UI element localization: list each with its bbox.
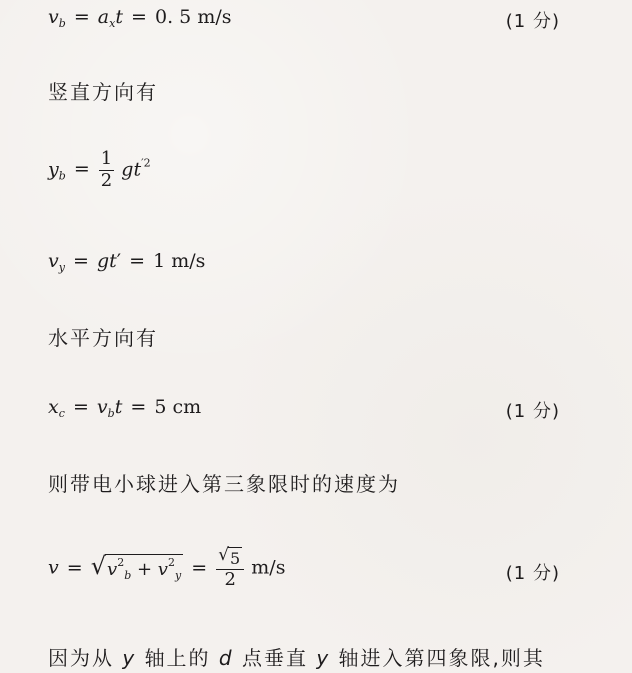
equation-yb [48, 150, 560, 191]
equation-xc [48, 396, 560, 420]
equals-sign: = [73, 250, 89, 272]
subscript-b: b [58, 17, 66, 30]
text-fragment: 轴进入第四象限,则其 [338, 646, 545, 670]
subscript-x: x [109, 17, 116, 30]
equals-sign: = [73, 158, 90, 181]
unit-cm: cm [172, 396, 202, 418]
prime-mark: ′ [116, 250, 122, 272]
symbol-g: g [121, 158, 134, 181]
fraction-denominator: 2 [100, 169, 113, 191]
text-fragment: 因为从 [48, 646, 114, 670]
fraction-numerator: 1 [100, 148, 113, 169]
square-power: 2 [143, 156, 151, 170]
subscript-y: y [58, 261, 65, 274]
symbol-a: a [97, 6, 110, 28]
square-power: 2 [167, 556, 175, 570]
subscript-b: b [58, 169, 66, 183]
equation-vb [48, 6, 560, 30]
equals-sign: = [131, 6, 147, 28]
subscript-y: y [174, 569, 182, 583]
unit-ms: m/s [197, 6, 232, 28]
equals-sign: = [73, 6, 90, 28]
subscript-b: b [107, 407, 115, 420]
score-label: (1 分) [505, 11, 560, 32]
subscript-b: b [124, 569, 132, 583]
equation-vy [48, 250, 560, 274]
value-5: 5 [154, 396, 167, 418]
radical-sign: √ [90, 552, 107, 581]
horizontal-direction-text: 水平方向有 [48, 326, 158, 350]
symbol-y: y [316, 646, 331, 670]
symbol-y: y [48, 158, 59, 181]
sqrt-expression [91, 554, 183, 583]
prime-mark: ′ [141, 156, 144, 170]
last-line-text [48, 642, 560, 671]
radicand: 5 [230, 549, 241, 568]
unit-ms: m/s [251, 556, 286, 579]
equals-sign: = [72, 396, 89, 418]
symbol-v: v [48, 250, 59, 272]
symbol-v: v [96, 396, 108, 418]
symbol-t: t [114, 396, 123, 418]
fraction-one-half [99, 150, 114, 191]
symbol-t: t [109, 250, 117, 272]
symbol-v: v [157, 559, 168, 581]
superscript-prime-square [141, 156, 151, 169]
radical-sign: √ [218, 545, 230, 565]
text-fragment: 轴上的 [144, 646, 211, 670]
radicand: $v^2_b + v^2_y$ [107, 556, 182, 583]
equals-sign: = [191, 556, 208, 579]
symbol-t: t [133, 158, 142, 181]
score-label: (1 分) [505, 563, 560, 584]
symbol-t: t [115, 6, 123, 28]
symbol-v: v [48, 556, 59, 579]
fraction-denominator: 2 [224, 569, 236, 591]
symbol-x: x [48, 396, 59, 418]
symbol-d: d [218, 646, 234, 670]
subscript-c: c [58, 407, 65, 420]
fraction-sqrt5-over-2 [216, 547, 244, 590]
symbol-g: g [96, 250, 110, 272]
equals-sign: = [130, 396, 147, 418]
equals-sign: = [66, 556, 83, 579]
equals-sign: = [129, 250, 146, 272]
symbol-v: v [48, 6, 59, 28]
value-1: 1 [153, 250, 166, 272]
value-0-5: 0. 5 [155, 6, 192, 28]
small-sqrt-expression [218, 547, 242, 568]
fraction-numerator [216, 547, 244, 568]
symbol-v: v [107, 559, 118, 581]
square-power: 2 [117, 556, 125, 570]
text-fragment: 点垂直 [241, 646, 308, 670]
vertical-direction-text: 竖直方向有 [48, 80, 158, 104]
equation-v-total [48, 547, 560, 590]
unit-ms: m/s [171, 250, 206, 272]
symbol-y: y [122, 646, 137, 670]
score-label: (1 分) [505, 401, 560, 422]
third-quadrant-text: 则带电小球进入第三象限时的速度为 [48, 472, 400, 496]
